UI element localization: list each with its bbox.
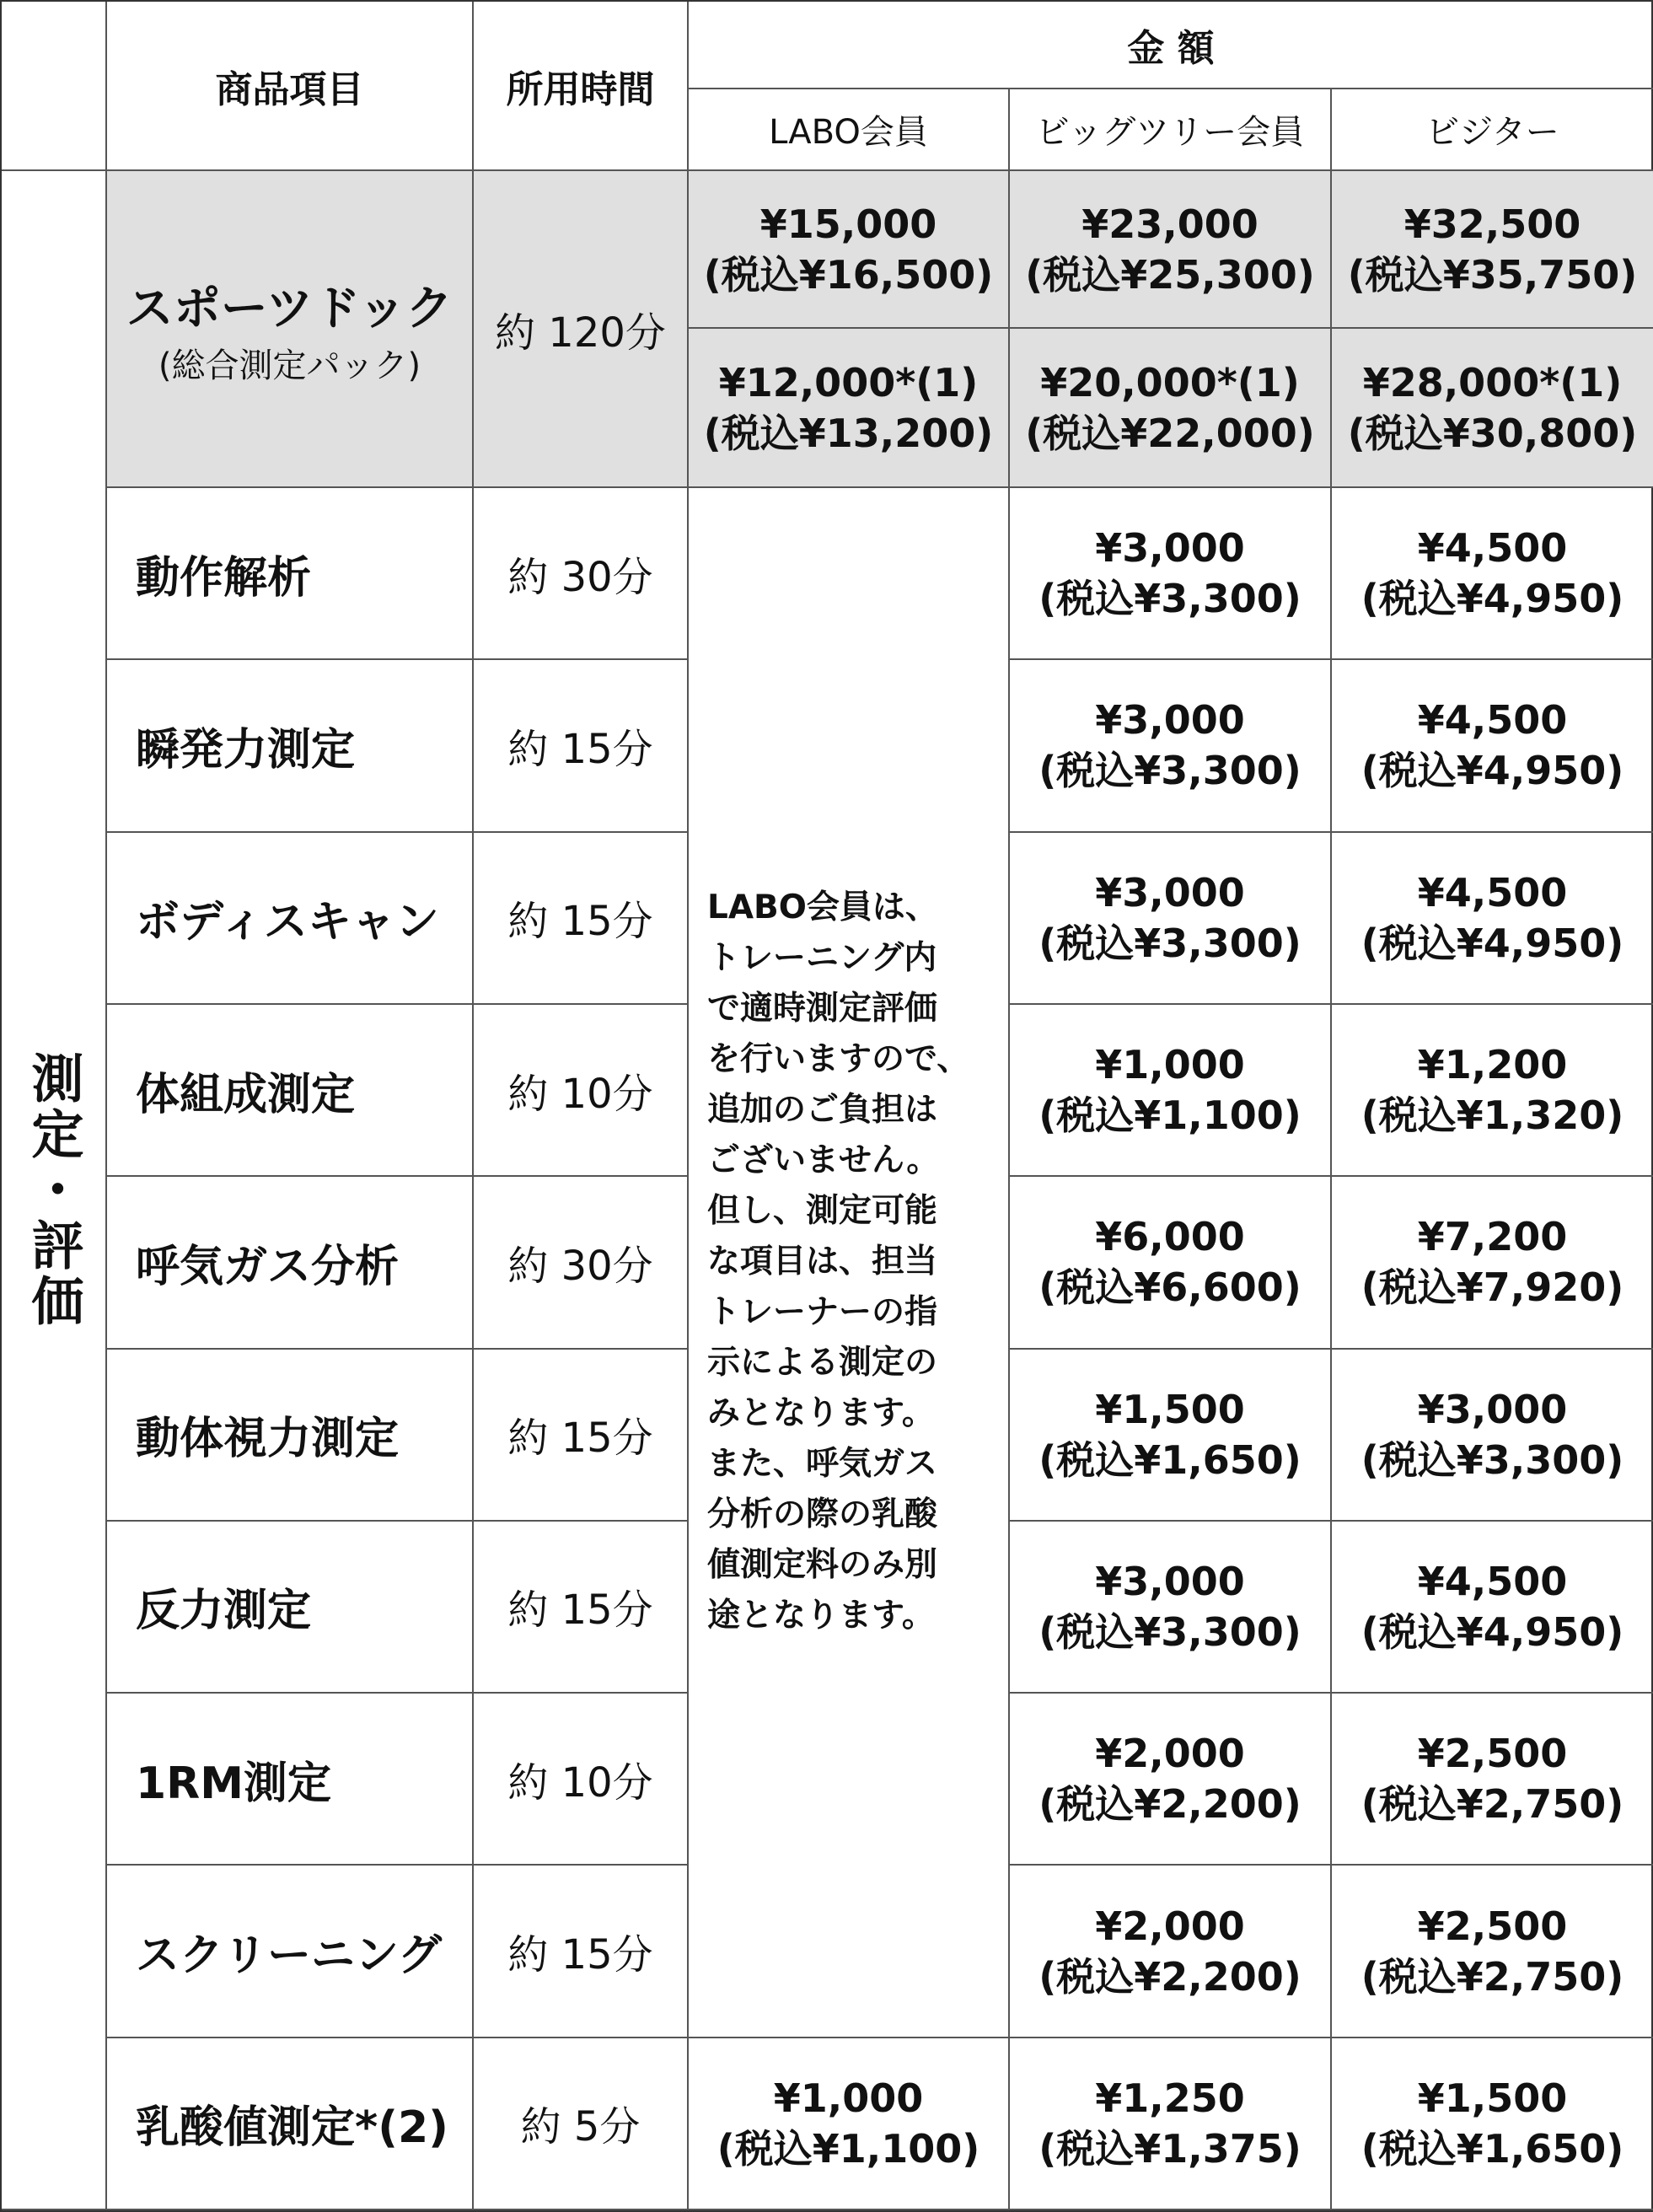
item-name: 1RM測定 [107,1694,474,1866]
header-tier-visitor: ビジター [1332,89,1653,171]
price-tax-incl: (税込¥13,200) [703,410,994,456]
price-tax-incl: (税込¥25,300) [1025,251,1315,298]
price-tax-incl: (税込¥22,000) [1025,410,1315,456]
visitor-price [1332,1694,1653,1866]
price-base: ¥2,500 [1417,1903,1568,1949]
price-tax-incl: (税込¥3,300) [1038,920,1301,966]
item-name: 瞬発力測定 [107,660,474,832]
item-duration: 約 15分 [474,1350,689,1522]
price-tax-incl: (税込¥3,300) [1038,748,1301,794]
sportsdock-price [689,329,1010,488]
item-duration: 約 15分 [474,660,689,832]
sportsdock-price [689,171,1010,329]
price-base: ¥15,000 [759,201,937,247]
price-base: ¥4,500 [1417,697,1568,744]
sportsdock-name: スポーツドック [126,281,454,336]
header-duration: 所用時間 [474,2,689,171]
sportsdock-price [1332,171,1653,329]
price-tax-incl: (税込¥2,200) [1038,1781,1301,1828]
price-base: ¥1,000 [773,2075,924,2121]
price-base: ¥12,000*(1) [718,359,979,405]
price-base: ¥3,000 [1417,1386,1568,1432]
item-duration: 約 15分 [474,1866,689,2038]
bigtree-price [1010,1005,1332,1177]
price-base: ¥3,000 [1095,697,1245,744]
sportsdock-price [1010,171,1332,329]
item-duration: 約 30分 [474,488,689,660]
bigtree-price [1010,1866,1332,2038]
price-base: ¥3,000 [1095,1558,1245,1604]
price-tax-incl: (税込¥7,920) [1361,1264,1624,1311]
visitor-price [1332,833,1653,1005]
item-duration: 約 30分 [474,1177,689,1349]
bigtree-price [1010,1694,1332,1866]
header-product: 商品項目 [107,2,474,171]
labo-price [689,2038,1010,2210]
price-tax-incl: (税込¥1,100) [716,2125,980,2172]
price-tax-incl: (税込¥1,650) [1038,1436,1301,1483]
visitor-price [1332,1005,1653,1177]
price-base: ¥20,000*(1) [1040,359,1300,405]
header-tier-bigtree: ビッグツリー会員 [1010,89,1332,171]
visitor-price [1332,1866,1653,2038]
sportsdock-price [1010,329,1332,488]
labo-note: LABO会員は、 トレーニング内 で適時測定評価 を行いますので、 追加のご負担は ございません。 但し、測定可能 な項目は、担当 トレーナーの指 示による測定の みとなります。 また、呼気ガス 分析の際の乳酸 値測定料のみ別 途となります。 [689,488,1010,2038]
visitor-price [1332,1522,1653,1694]
bigtree-price [1010,1522,1332,1694]
item-name: 反力測定 [107,1522,474,1694]
header-tier-labo: LABO会員 [689,89,1010,171]
price-base: ¥1,000 [1095,1042,1245,1088]
price-base: ¥3,000 [1095,869,1245,915]
price-base: ¥2,000 [1095,1731,1245,1777]
visitor-price [1332,1177,1653,1349]
sportsdock-subtitle: (総合測定パック) [158,346,421,385]
bigtree-price [1010,488,1332,660]
price-tax-incl: (税込¥16,500) [703,251,994,298]
price-tax-incl: (税込¥4,950) [1361,920,1624,966]
item-name: 動体視力測定 [107,1350,474,1522]
sportsdock-price [1332,329,1653,488]
price-base: ¥4,500 [1417,525,1568,572]
price-tax-incl: (税込¥6,600) [1038,1264,1301,1311]
price-tax-incl: (税込¥1,100) [1038,1093,1301,1139]
visitor-price [1332,1350,1653,1522]
visitor-price [1332,2038,1653,2210]
item-duration: 約 5分 [474,2038,689,2210]
item-duration: 約 15分 [474,833,689,1005]
price-tax-incl: (税込¥4,950) [1361,748,1624,794]
price-tax-incl: (税込¥30,800) [1347,410,1638,456]
bigtree-price [1010,660,1332,832]
item-name: ボディスキャン [107,833,474,1005]
price-base: ¥23,000 [1081,201,1259,247]
price-base: ¥3,000 [1095,525,1245,572]
price-tax-incl: (税込¥4,950) [1361,576,1624,622]
price-tax-incl: (税込¥2,750) [1361,1781,1624,1828]
item-duration: 約 10分 [474,1005,689,1177]
item-duration: 約 15分 [474,1522,689,1694]
price-tax-incl: (税込¥4,950) [1361,1608,1624,1655]
item-name: 呼気ガス分析 [107,1177,474,1349]
price-base: ¥28,000*(1) [1362,359,1623,405]
price-base: ¥1,250 [1095,2075,1245,2121]
bigtree-price [1010,1177,1332,1349]
price-tax-incl: (税込¥3,300) [1038,1608,1301,1655]
item-name: 体組成測定 [107,1005,474,1177]
price-tax-incl: (税込¥1,375) [1038,2125,1301,2172]
price-base: ¥1,500 [1417,2075,1568,2121]
price-base: ¥2,500 [1417,1731,1568,1777]
bigtree-price [1010,833,1332,1005]
price-tax-incl: (税込¥1,320) [1361,1093,1624,1139]
visitor-price [1332,488,1653,660]
price-tax-incl: (税込¥3,300) [1361,1436,1624,1483]
item-name: 乳酸値測定*(2) [107,2038,474,2210]
price-base: ¥7,200 [1417,1214,1568,1260]
price-base: ¥1,200 [1417,1042,1568,1088]
price-tax-incl: (税込¥35,750) [1347,251,1638,298]
price-tax-incl: (税込¥1,650) [1361,2125,1624,2172]
price-base: ¥32,500 [1403,201,1581,247]
price-base: ¥2,000 [1095,1903,1245,1949]
visitor-price [1332,660,1653,832]
item-duration: 約 10分 [474,1694,689,1866]
sportsdock-duration: 約 120分 [474,171,689,488]
price-base: ¥1,500 [1095,1386,1245,1432]
item-name: スクリーニング [107,1866,474,2038]
header-amount: 金 額 [689,2,1653,89]
price-base: ¥4,500 [1417,869,1568,915]
bigtree-price [1010,1350,1332,1522]
category-label: 測定・評価 [2,171,107,2210]
item-name: 動作解析 [107,488,474,660]
corner-cell [2,2,107,171]
price-base: ¥6,000 [1095,1214,1245,1260]
price-base: ¥4,500 [1417,1558,1568,1604]
sportsdock-name-cell [107,171,474,488]
price-tax-incl: (税込¥3,300) [1038,576,1301,622]
price-tax-incl: (税込¥2,200) [1038,1953,1301,2000]
price-tax-incl: (税込¥2,750) [1361,1953,1624,2000]
bigtree-price [1010,2038,1332,2210]
